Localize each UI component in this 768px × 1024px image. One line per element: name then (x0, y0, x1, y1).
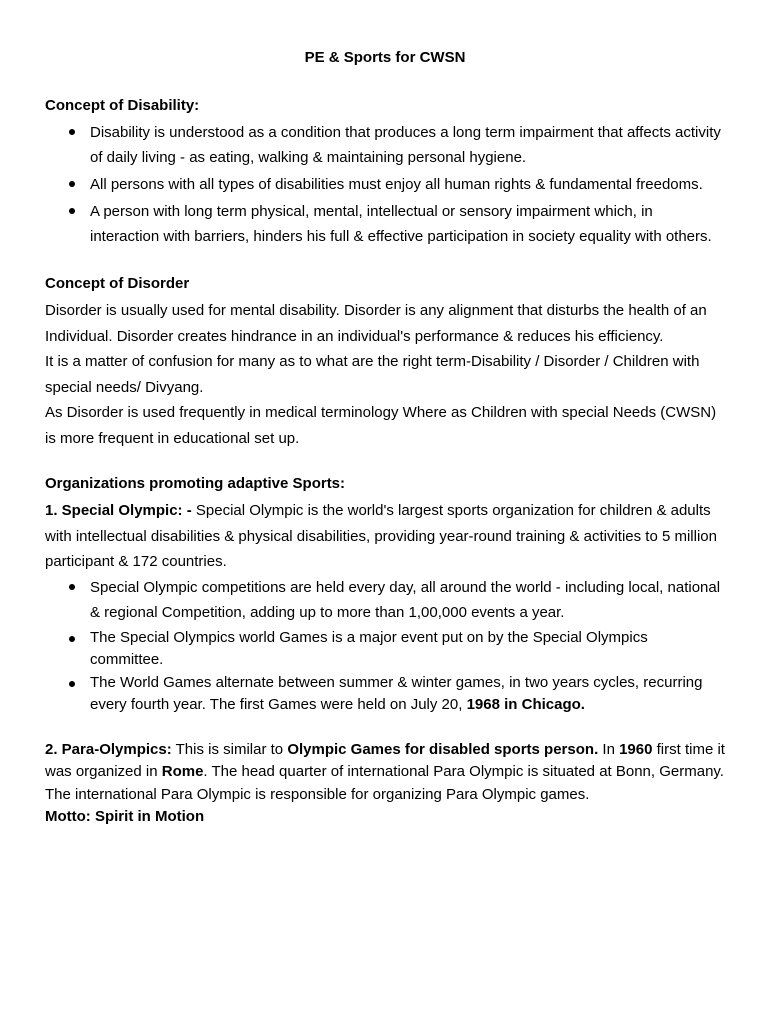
bullet-text: The Special Olympics world Games is a major event put on by the Special Olympics committee. (90, 628, 648, 668)
special-olympic-bullet-list-2 (45, 627, 725, 716)
para-olympics-bold-1: Olympic Games for disabled sports person. (287, 740, 599, 758)
disability-bullet-2 (45, 172, 725, 197)
bullet-text: Disability is understood as a condition that produces a long term impairment that affects activity of daily living - as eating, walking & maintaining personal hygiene. (90, 124, 721, 166)
para-olympics-bold-2: 1960 (619, 740, 653, 758)
para-olympics-text-2: In (598, 740, 620, 758)
document-title: PE & Sports for CWSN (304, 49, 466, 66)
para-olympics-bold-3: Rome (161, 763, 204, 780)
disability-heading: Concept of Disability: (45, 97, 200, 114)
para-olympics-paragraph (45, 739, 725, 807)
special-olympic-bullet-1 (45, 575, 725, 625)
special-olympic-text: Special Olympic is the world's largest sports organization for children & adults with intellectual disabilities & physical disabilities, providing year-round training & activities to 5 million participant & 172 countries. (45, 502, 717, 570)
organizations-heading: Organizations promoting adaptive Sports: (45, 475, 346, 492)
disorder-heading: Concept of Disorder (45, 275, 190, 292)
disability-bullet-1 (45, 120, 725, 170)
disorder-paragraph-1: Disorder is usually used for mental disability. Disorder is any alignment that disturbs the health of an Individual. Disorder creates hindrance in an individual's performance & reduces his efficiency. (45, 302, 707, 345)
bullet-dot-icon (69, 636, 75, 642)
bullet-text: All persons with all types of disabilities must enjoy all human rights & fundamental freedoms. (90, 176, 703, 193)
document-page (45, 48, 725, 829)
disability-bullet-list (45, 120, 725, 249)
special-olympic-label: 1. Special Olympic: - (45, 502, 192, 519)
bullet-bold-text: 1968 in Chicago. (466, 695, 585, 713)
para-olympics-text-3: first time it was organized in (45, 740, 725, 780)
special-olympic-paragraph (45, 498, 725, 575)
special-olympic-bullet-3 (45, 672, 725, 716)
disability-bullet-3 (45, 199, 725, 249)
bullet-dot-icon (69, 584, 75, 590)
para-olympics-text-4: . The head quarter of international Para Olympic is situated at Bonn, Germany. The international Para Olympic is responsible for organizing Para Olympic games. (45, 763, 724, 803)
special-olympic-bullet-2 (45, 627, 725, 671)
bullet-dot-icon (69, 181, 75, 187)
bullet-text: The World Games alternate between summer & winter games, in two years cycles, recurring every fourth year. The first Games were held on July 20, (90, 673, 703, 713)
bullet-dot-icon (69, 129, 75, 135)
para-olympics-text-1: This is similar to (171, 740, 288, 758)
bullet-dot-icon (69, 681, 75, 687)
bullet-text: Special Olympic competitions are held every day, all around the world - including local, national & regional Competition, adding up to more than 1,00,000 events a year. (90, 578, 721, 621)
bullet-text: A person with long term physical, mental, intellectual or sensory impairment which, in interaction with barriers, hinders his full & effective participation in society equality with others. (90, 203, 712, 245)
disorder-paragraph-3: As Disorder is used frequently in medical terminology Where as Children with special Needs (CWSN) is more frequent in educational set up. (45, 404, 717, 447)
para-olympics-motto: Motto: Spirit in Motion (45, 808, 205, 825)
para-olympics-label: 2. Para-Olympics: (45, 740, 172, 758)
disorder-paragraph-2: It is a matter of confusion for many as to what are the right term-Disability / Disorder / Children with special needs/ Divyang. (45, 353, 700, 396)
special-olympic-bullet-list (45, 575, 725, 625)
bullet-dot-icon (69, 208, 75, 214)
